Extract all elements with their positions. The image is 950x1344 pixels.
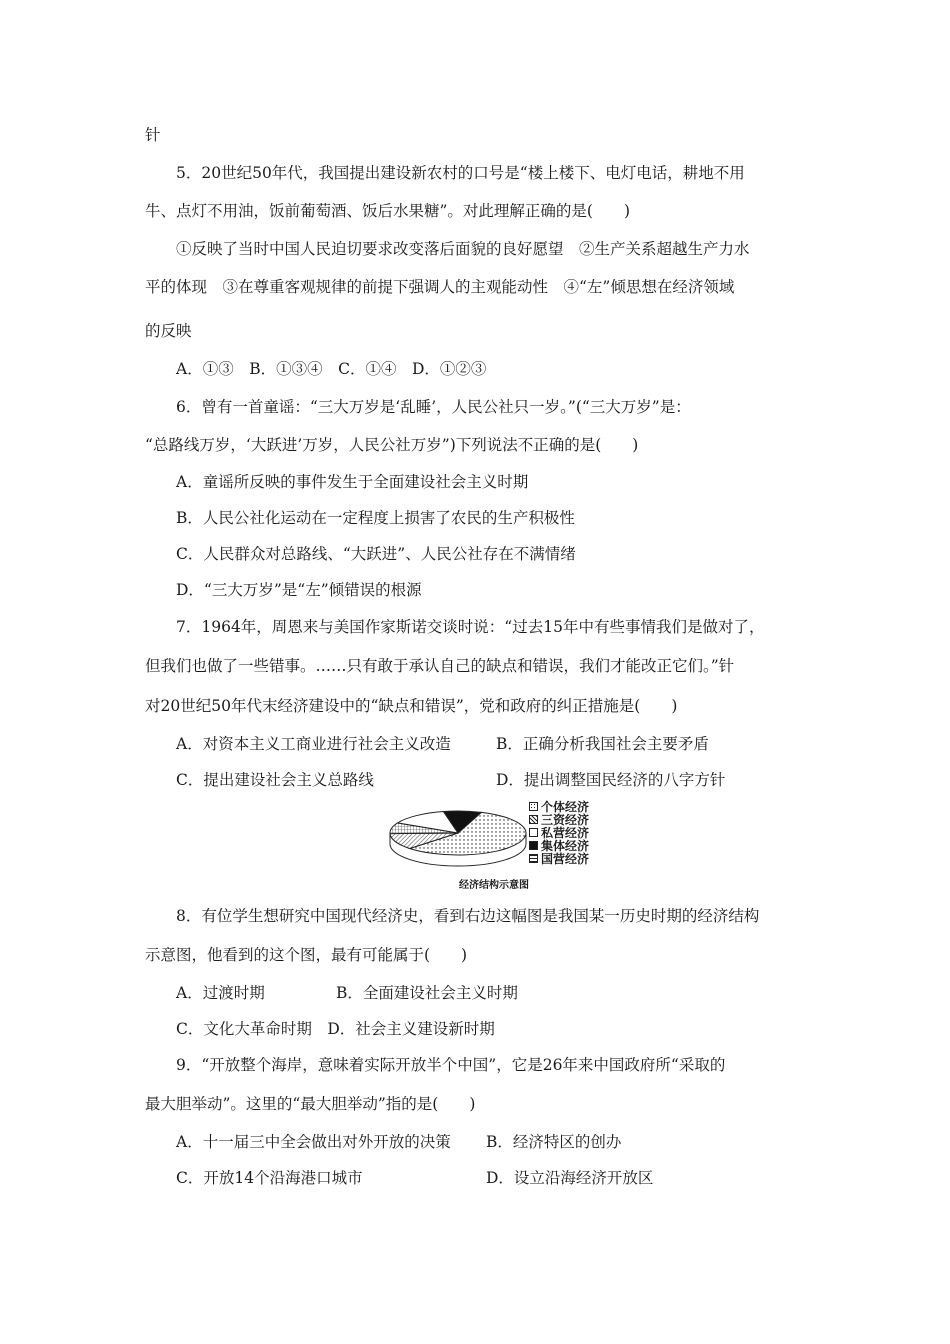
question-6-stem-cont: “总路线万岁，‘大跃进’万岁，人民公社万岁”)下列说法不正确的是( ) <box>145 436 639 454</box>
legend-entry <box>529 853 589 866</box>
question-5-stem: 5．20世纪50年代，我国提出建设新农村的口号是“楼上楼下、电灯电话，耕地不用 <box>176 164 745 182</box>
question-6-option-b: B．人民公社化运动在一定程度上损害了农民的生产积极性 <box>176 509 575 527</box>
question-8-option-b: B．全面建设社会主义时期 <box>336 984 518 1002</box>
question-5-options: A．①③ B．①③④ C．①④ D．①②③ <box>176 360 487 378</box>
question-9-option-a: A．十一届三中全会做出对外开放的决策 <box>176 1133 451 1151</box>
legend-swatch <box>529 854 538 863</box>
legend-swatch <box>529 841 538 850</box>
legend-label: 私营经济 <box>541 826 590 840</box>
question-5-statements-cont: 平的体现 ③在尊重客观规律的前提下强调人的主观能动性 ④“左”倾思想在经济领域 <box>145 278 735 296</box>
legend-label: 集体经济 <box>541 839 590 853</box>
text-line: 针 <box>145 126 161 144</box>
question-6-option-d: D．“三大万岁”是“左”倾错误的根源 <box>176 581 422 599</box>
legend-label: 三资经济 <box>541 813 590 827</box>
question-7-option-d: D．提出调整国民经济的八字方针 <box>496 771 726 789</box>
legend-label: 国营经济 <box>541 852 590 866</box>
question-8-options-cd: C．文化大革命时期 D．社会主义建设新时期 <box>176 1020 495 1038</box>
question-6-stem: 6．曾有一首童谣：“三大万岁是‘乱睡’，人民公社只一岁。”(“三大万岁”是： <box>176 398 691 416</box>
pie-chart <box>383 799 533 879</box>
question-8-stem-cont: 示意图，他看到的这个图，最有可能属于( ) <box>145 946 468 964</box>
legend-swatch <box>529 828 538 837</box>
question-5-statements: ①反映了当时中国人民迫切要求改变落后面貌的良好愿望 ②生产关系超越生产力水 <box>176 240 750 258</box>
question-9-stem: 9．“开放整个海岸，意味着实际开放半个中国”，它是26年来中国政府所“采取的 <box>176 1056 726 1074</box>
figure-caption: 经济结构示意图 <box>459 880 529 891</box>
question-6-option-c: C．人民群众对总路线、“大跃进”、人民公社存在不满情绪 <box>176 545 576 563</box>
legend-swatch <box>529 802 538 811</box>
question-7-stem-cont: 但我们也做了一些错事。……只有敢于承认自己的缺点和错误，我们才能改正它们。”针 <box>145 657 735 675</box>
question-7-option-b: B．正确分析我国社会主要矛盾 <box>496 735 709 753</box>
legend-label: 个体经济 <box>541 800 590 814</box>
question-7-option-a: A．对资本主义工商业进行社会主义改造 <box>176 735 451 753</box>
question-5-stem-cont: 牛、点灯不用油，饭前葡萄酒、饭后水果糖”。对此理解正确的是( ) <box>145 202 631 220</box>
question-8-option-a: A．过渡时期 <box>176 984 265 1002</box>
economic-structure-figure <box>383 799 603 891</box>
question-7-stem-end: 对20世纪50年代末经济建设中的“缺点和错误”，党和政府的纠正措施是( ) <box>145 697 678 715</box>
question-7-stem: 7．1964年，周恩来与美国作家斯诺交谈时说：“过去15年中有些事情我们是做对了， <box>176 618 765 636</box>
question-9-option-b: B．经济特区的创办 <box>486 1133 622 1151</box>
question-8-stem: 8．有位学生想研究中国现代经济史，看到右边这幅图是我国某一历史时期的经济结构 <box>176 907 760 925</box>
question-9-option-c: C．开放14个沿海港口城市 <box>176 1169 363 1187</box>
question-9-option-d: D．设立沿海经济开放区 <box>486 1169 654 1187</box>
question-9-stem-cont: 最大胆举动”。这里的“最大胆举动”指的是( ) <box>145 1095 476 1113</box>
legend-swatch <box>529 815 538 824</box>
question-5-statements-end: 的反映 <box>145 322 192 340</box>
question-6-option-a: A．童谣所反映的事件发生于全面建设社会主义时期 <box>176 473 529 491</box>
question-7-option-c: C．提出建设社会主义总路线 <box>176 771 374 789</box>
